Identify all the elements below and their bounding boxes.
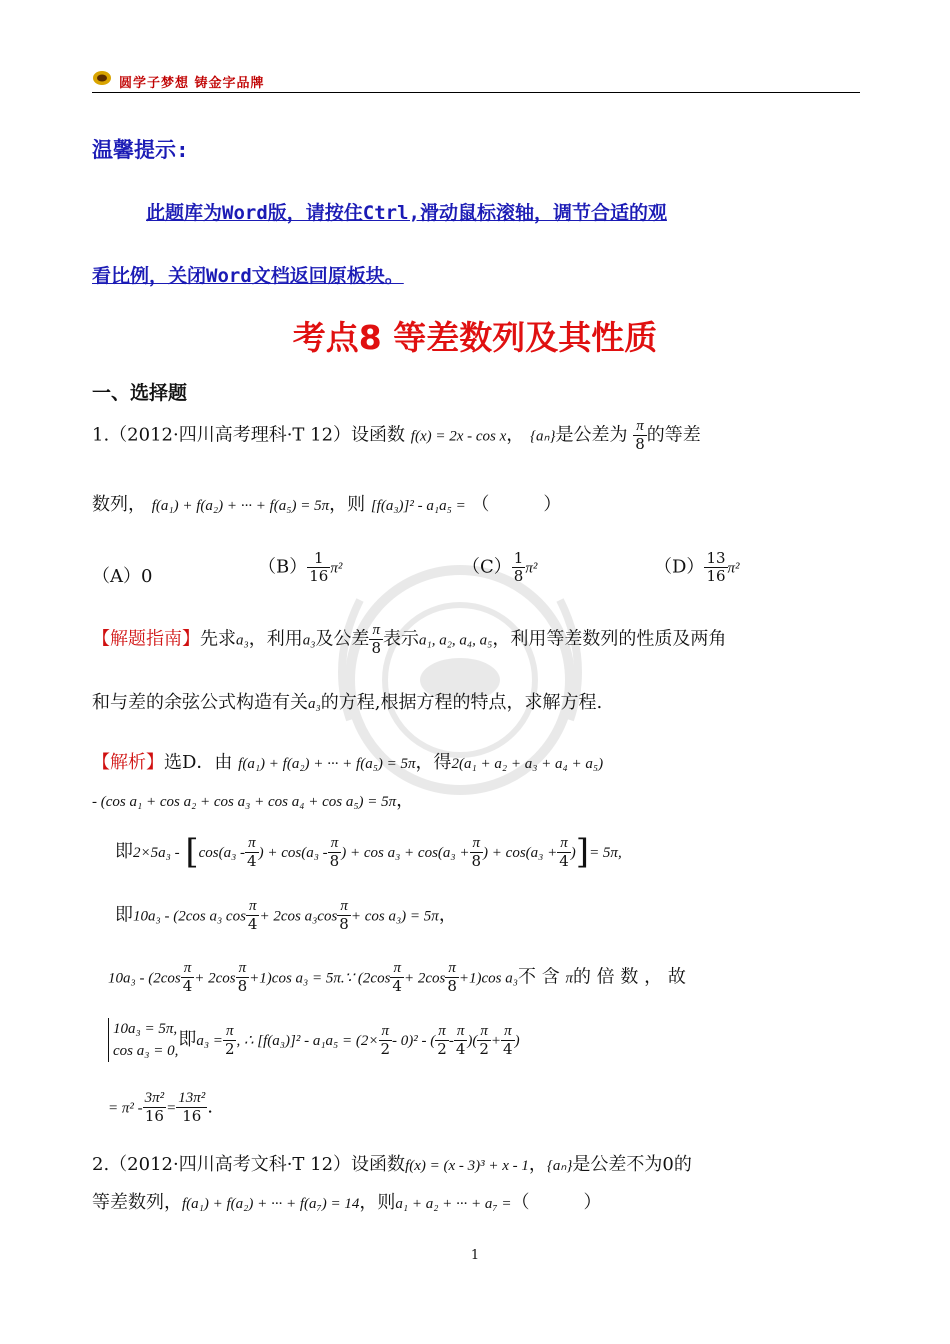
q1-l2a: 数列， — [92, 494, 146, 515]
q1-fx: f(x) = 2x - cos x — [410, 428, 507, 445]
q1-target: [f(a₃)]² - a₁a₅ = — [370, 498, 466, 514]
q1-l2b: ，则 — [329, 494, 366, 515]
q1-option-c: （C） $\frac{1}{8}$ π² — [462, 549, 538, 585]
q1-paren: （ ） — [471, 494, 562, 515]
q1-mid: 是公差为 — [555, 424, 628, 446]
header-divider — [92, 92, 860, 93]
sol-line-3: 即2×5a₃ - [cos(a₃ - $\frac{\pi}{4}$ ) + cos(a₃ - $\frac{\pi}{8}$ ) + cos a₃ + cos(a₃ + $\frac{\pi}{8}$ ) + cos(a₃ + $\frac{\pi}{4}$ )]= 5π, — [115, 832, 622, 872]
q1-option-b: （B） $\frac{1}{16}$ π² — [258, 549, 343, 585]
q1-lead: 1.（2012·四川高考理科·T 12）设函数 — [92, 424, 406, 446]
q1-an: {aₙ} — [530, 428, 556, 445]
tip-line-2: 看比例，关闭Word文档返回原板块。 — [92, 265, 404, 287]
guide-line-2: 和与差的余弦公式构造有关a₃的方程,根据方程的特点，求解方程. — [92, 692, 603, 713]
sol-line-4: 即10a₃ - (2cos a₃ cos $\frac{\pi}{4}$ + 2cos a₃cos $\frac{\pi}{8}$ + cos a₃) = 5π， — [115, 898, 457, 933]
q1-pi-over-8: $\frac{\pi}{8}$ — [635, 418, 645, 453]
q1-line-1: 1.（2012·四川高考理科·T 12）设函数 f(x) = 2x - cos x， {aₙ}是公差为 $\frac{\pi}{8}$ 的等差 — [92, 418, 701, 453]
q2-line-1: 2.（2012·四川高考文科·T 12）设函数f(x) = (x - 3)³ + x - 1，{aₙ}是公差不为0的 — [92, 1154, 692, 1175]
sol-line-2: - (cos a₁ + cos a₂ + cos a₃ + cos a₄ + cos a₅) = 5π， — [92, 790, 415, 811]
q1-line-2 — [92, 490, 561, 516]
sol-line-1: 【解析】选D．由 f(a₁) + f(a₂) + ··· + f(a₅) = 5π，得2(a₁ + a₂ + a₃ + a₄ + a₅) — [92, 752, 604, 773]
sol-line-7: = π² - $\frac{\text{3π²}}{16}$ = $\frac{\text{13π²}}{16}$ . — [108, 1090, 214, 1125]
header-slogan: 圆学子梦想 铸金字品牌 — [119, 76, 265, 91]
q1-option-d: （D） $\frac{13}{16}$ π² — [654, 549, 740, 585]
guide-tag: 【解题指南】 — [92, 628, 200, 650]
section-heading: 一、选择题 — [92, 382, 188, 404]
sol-line-5: 10a₃ - (2cos $\frac{\pi}{4}$ + 2cos $\frac{\pi}{8}$ +1)cos a₃ = 5π.∵ (2cos $\frac{\pi}{4}$ + 2cos $\frac{\pi}{8}$ +1)cos a₃不 含 π的 倍 数 ， 故 — [108, 960, 686, 995]
page-title: 考点8 等差数列及其性质 — [292, 318, 658, 357]
logo-icon — [92, 70, 112, 86]
q1-sum: f(a₁) + f(a₂) + ··· + f(a₅) = 5π — [151, 498, 330, 514]
tip-title: 温馨提示: — [92, 138, 189, 162]
page-number: 1 — [470, 1248, 480, 1263]
sol-tag: 【解析】 — [92, 752, 164, 773]
guide-line-1: 【解题指南】先求a₃，利用a₃及公差 $\frac{\pi}{8}$ 表示a₁, a₂, a₄, a₅，利用等差数列的性质及两角 — [92, 622, 727, 657]
q1-option-a: （A）0 — [92, 566, 153, 587]
sol-line-6: 10a₃ = 5π, cos a₃ = 0, 即a₃ = $\frac{\pi}{2}$ , ∴ [f(a₃)]² - a₁a₅ = (2× $\frac{\pi}{2}$ - 0)² - ( $\frac{\pi}{2}$ - $\frac{\pi}{4}$ )( $\frac{\pi}{2}$ + $\frac{\pi}{4}$ ) — [108, 1018, 520, 1062]
tip-line-1: 此题库为Word版，请按住Ctrl,滑动鼠标滚轴，调节合适的观 — [146, 202, 667, 224]
q1-tail: 的等差 — [646, 424, 701, 446]
q2-line-2: 等差数列，f(a₁) + f(a₂) + ··· + f(a₇) = 14，则a₁ + a₂ + ··· + a₇ =（ ） — [92, 1192, 602, 1213]
